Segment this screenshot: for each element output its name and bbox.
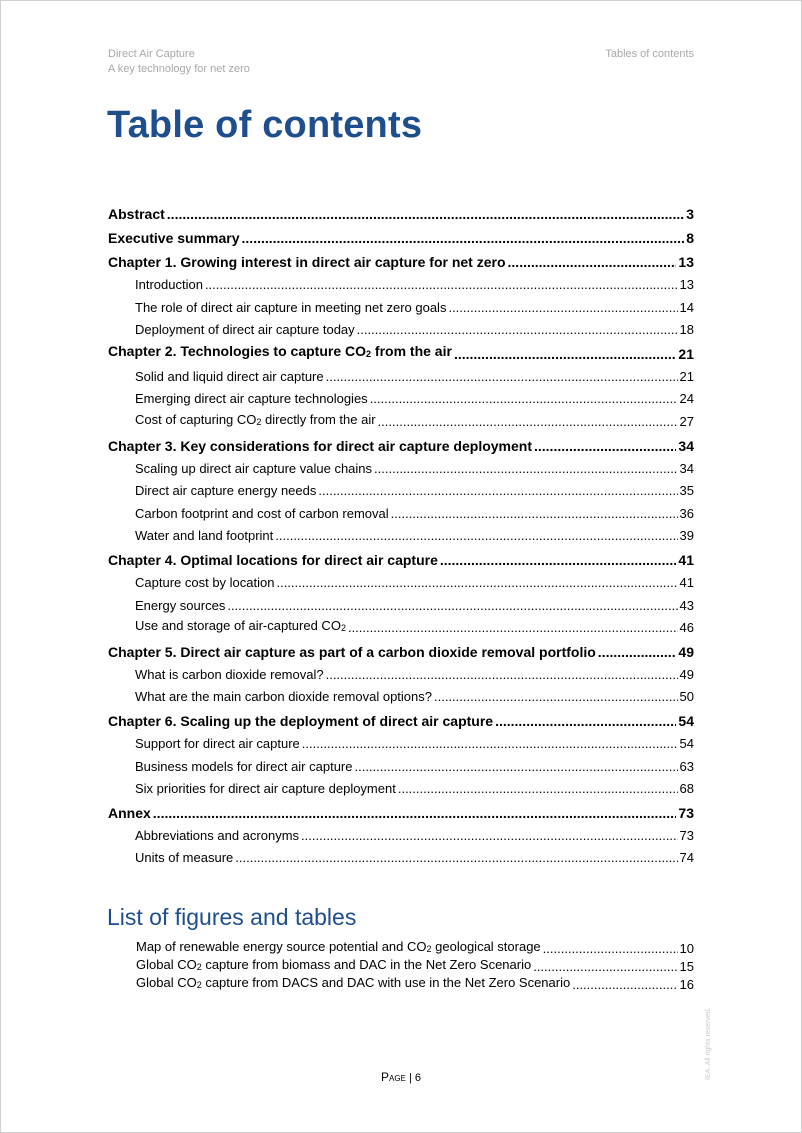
entry-page: 35 xyxy=(679,483,694,499)
entry-page: 73 xyxy=(678,804,694,821)
entry-page: 46 xyxy=(679,620,694,636)
entry-page: 18 xyxy=(679,322,694,338)
toc-section[interactable] xyxy=(108,366,694,389)
leader-dots xyxy=(235,847,677,870)
entry-label: Map of renewable energy source potential and $CO_2$ geological storage xyxy=(136,939,541,954)
toc-section[interactable] xyxy=(108,525,694,548)
entry-page: 36 xyxy=(679,505,694,521)
leader-dots xyxy=(227,595,677,618)
toc-section[interactable] xyxy=(108,778,694,801)
leader-dots xyxy=(448,297,677,320)
entry-label: Chapter 2. Technologies to capture $CO_2$ from the air xyxy=(108,342,452,359)
toc-section[interactable] xyxy=(108,572,694,595)
toc-chapter[interactable] xyxy=(108,709,694,733)
leader-dots xyxy=(543,940,678,958)
leader-dots xyxy=(508,250,677,274)
entry-label: Scaling up direct air capture value chains xyxy=(135,460,373,476)
entry-page: 49 xyxy=(678,643,694,660)
entry-label: Chapter 5. Direct air capture as part of a carbon dioxide removal portfolio xyxy=(108,643,596,660)
entry-page: 24 xyxy=(679,391,694,407)
entry-label: Direct air capture energy needs xyxy=(135,483,317,499)
leader-dots xyxy=(318,480,677,503)
entry-label: Six priorities for direct air capture deployment xyxy=(135,781,396,797)
page-separator: | xyxy=(408,1072,412,1084)
entry-label: Chapter 3. Key considerations for direct air capture deployment xyxy=(108,437,532,454)
entry-label: Annex xyxy=(108,804,151,821)
entry-page: 49 xyxy=(679,666,694,682)
leader-dots xyxy=(378,411,678,434)
entry-page: 41 xyxy=(678,551,694,568)
leader-dots xyxy=(398,778,678,801)
leader-dots xyxy=(242,226,685,250)
entry-label: Executive summary xyxy=(108,230,240,246)
toc-chapter[interactable] xyxy=(108,226,694,250)
entry-page: 34 xyxy=(679,460,694,476)
figure-entry[interactable] xyxy=(136,976,694,994)
leader-dots xyxy=(454,342,676,366)
toc-section[interactable] xyxy=(108,503,694,526)
entry-page: 10 xyxy=(679,941,694,956)
toc-chapter[interactable] xyxy=(108,250,694,274)
entry-page: 43 xyxy=(679,597,694,613)
toc-chapter[interactable] xyxy=(108,548,694,572)
entry-label: Deployment of direct air capture today xyxy=(135,322,355,338)
entry-label: Support for direct air capture xyxy=(135,735,300,751)
toc-chapter[interactable] xyxy=(108,434,694,458)
entry-label: Cost of capturing $CO_2$ directly from the air xyxy=(135,411,376,427)
toc-section[interactable] xyxy=(108,686,694,709)
entry-label: Chapter 1. Growing interest in direct air capture for net zero xyxy=(108,254,506,270)
entry-label: Business models for direct air capture xyxy=(135,758,353,774)
entry-label: Use and storage of air-captured $CO_2$ xyxy=(135,618,346,634)
entry-label: Chapter 4. Optimal locations for direct air capture xyxy=(108,551,438,568)
entry-page: 8 xyxy=(686,230,694,246)
entry-page: 13 xyxy=(678,254,694,270)
entry-page: 13 xyxy=(679,277,694,292)
toc-section[interactable] xyxy=(108,388,694,411)
doc-subtitle: A key technology for net zero xyxy=(108,63,250,75)
entry-page: 54 xyxy=(678,712,694,729)
toc-section[interactable] xyxy=(108,733,694,756)
toc-chapter[interactable] xyxy=(108,640,694,664)
rights-note: IEA. All rights reserved. xyxy=(705,1007,712,1080)
leader-dots xyxy=(348,617,678,640)
entry-page: 74 xyxy=(679,850,694,866)
table-of-contents xyxy=(108,202,694,870)
page-title: Table of contents xyxy=(107,104,423,146)
entry-page: 63 xyxy=(679,758,694,774)
entry-page: 21 xyxy=(679,368,694,384)
toc-section[interactable] xyxy=(108,274,694,297)
leader-dots xyxy=(153,801,677,825)
entry-label: What are the main carbon dioxide removal options? xyxy=(135,689,432,705)
entry-page: 16 xyxy=(679,977,694,992)
entry-label: Global $CO_2$ capture from DACS and DAC with use in the Net Zero Scenario xyxy=(136,975,571,990)
entry-label: Solid and liquid direct air capture xyxy=(135,368,324,384)
entry-page: 34 xyxy=(678,437,694,454)
toc-section[interactable] xyxy=(108,664,694,687)
entry-page: 3 xyxy=(686,206,694,222)
entry-label: The role of direct air capture in meeting net zero goals xyxy=(135,299,447,315)
toc-section[interactable] xyxy=(108,825,694,848)
page-number: 6 xyxy=(414,1072,421,1084)
list-of-figures-title: List of figures and tables xyxy=(107,904,357,930)
entry-page: 21 xyxy=(678,345,694,362)
leader-dots xyxy=(374,458,678,481)
entry-page: 41 xyxy=(679,574,694,590)
leader-dots xyxy=(440,548,677,572)
entry-page: 50 xyxy=(679,689,694,705)
toc-section[interactable] xyxy=(108,617,694,640)
toc-section[interactable] xyxy=(108,297,694,320)
entry-label: Carbon footprint and cost of carbon removal xyxy=(135,505,389,521)
leader-dots xyxy=(598,640,677,664)
toc-section[interactable] xyxy=(108,480,694,503)
leader-dots xyxy=(434,686,678,709)
toc-section[interactable] xyxy=(108,847,694,870)
toc-section[interactable] xyxy=(108,458,694,481)
leader-dots xyxy=(167,202,684,226)
entry-page: 27 xyxy=(679,413,694,429)
leader-dots xyxy=(302,733,678,756)
leader-dots xyxy=(276,572,677,595)
toc-chapter[interactable] xyxy=(108,202,694,226)
entry-label: Abbreviations and acronyms xyxy=(135,827,300,843)
leader-dots xyxy=(495,709,676,733)
toc-section[interactable] xyxy=(108,411,694,434)
entry-page: 39 xyxy=(679,528,694,544)
entry-label: Capture cost by location xyxy=(135,574,275,590)
entry-label: Abstract xyxy=(108,206,165,222)
leader-dots xyxy=(326,366,678,389)
entry-label: Chapter 6. Scaling up the deployment of direct air capture xyxy=(108,712,494,729)
leader-dots xyxy=(572,976,677,994)
entry-label: Introduction xyxy=(135,277,203,292)
entry-page: 14 xyxy=(679,299,694,315)
toc-chapter[interactable] xyxy=(108,342,694,366)
entry-label: Emerging direct air capture technologies xyxy=(135,391,368,407)
leader-dots xyxy=(534,434,676,458)
running-header-left xyxy=(108,47,250,77)
leader-dots xyxy=(275,525,677,548)
leader-dots xyxy=(370,388,678,411)
entry-label: Global $CO_2$ capture from biomass and DAC in the Net Zero Scenario xyxy=(136,957,532,972)
entry-label: Water and land footprint xyxy=(135,528,274,544)
entry-page: 73 xyxy=(679,827,694,843)
leader-dots xyxy=(205,274,678,297)
leader-dots xyxy=(354,756,677,779)
running-header-section: Tables of contents xyxy=(605,48,694,60)
page-label: Page xyxy=(380,1070,406,1084)
leader-dots xyxy=(326,664,678,687)
page-footer xyxy=(0,1070,802,1084)
toc-section[interactable] xyxy=(108,756,694,779)
toc-chapter[interactable] xyxy=(108,801,694,825)
toc-section[interactable] xyxy=(108,595,694,618)
doc-title: Direct Air Capture xyxy=(108,48,195,60)
entry-page: 54 xyxy=(679,735,694,751)
leader-dots xyxy=(301,825,678,848)
entry-label: What is carbon dioxide removal? xyxy=(135,666,324,682)
list-of-figures xyxy=(136,940,694,994)
entry-page: 15 xyxy=(679,959,694,974)
leader-dots xyxy=(391,503,678,526)
entry-label: Energy sources xyxy=(135,597,226,613)
entry-page: 68 xyxy=(679,781,694,797)
entry-label: Units of measure xyxy=(135,850,234,866)
